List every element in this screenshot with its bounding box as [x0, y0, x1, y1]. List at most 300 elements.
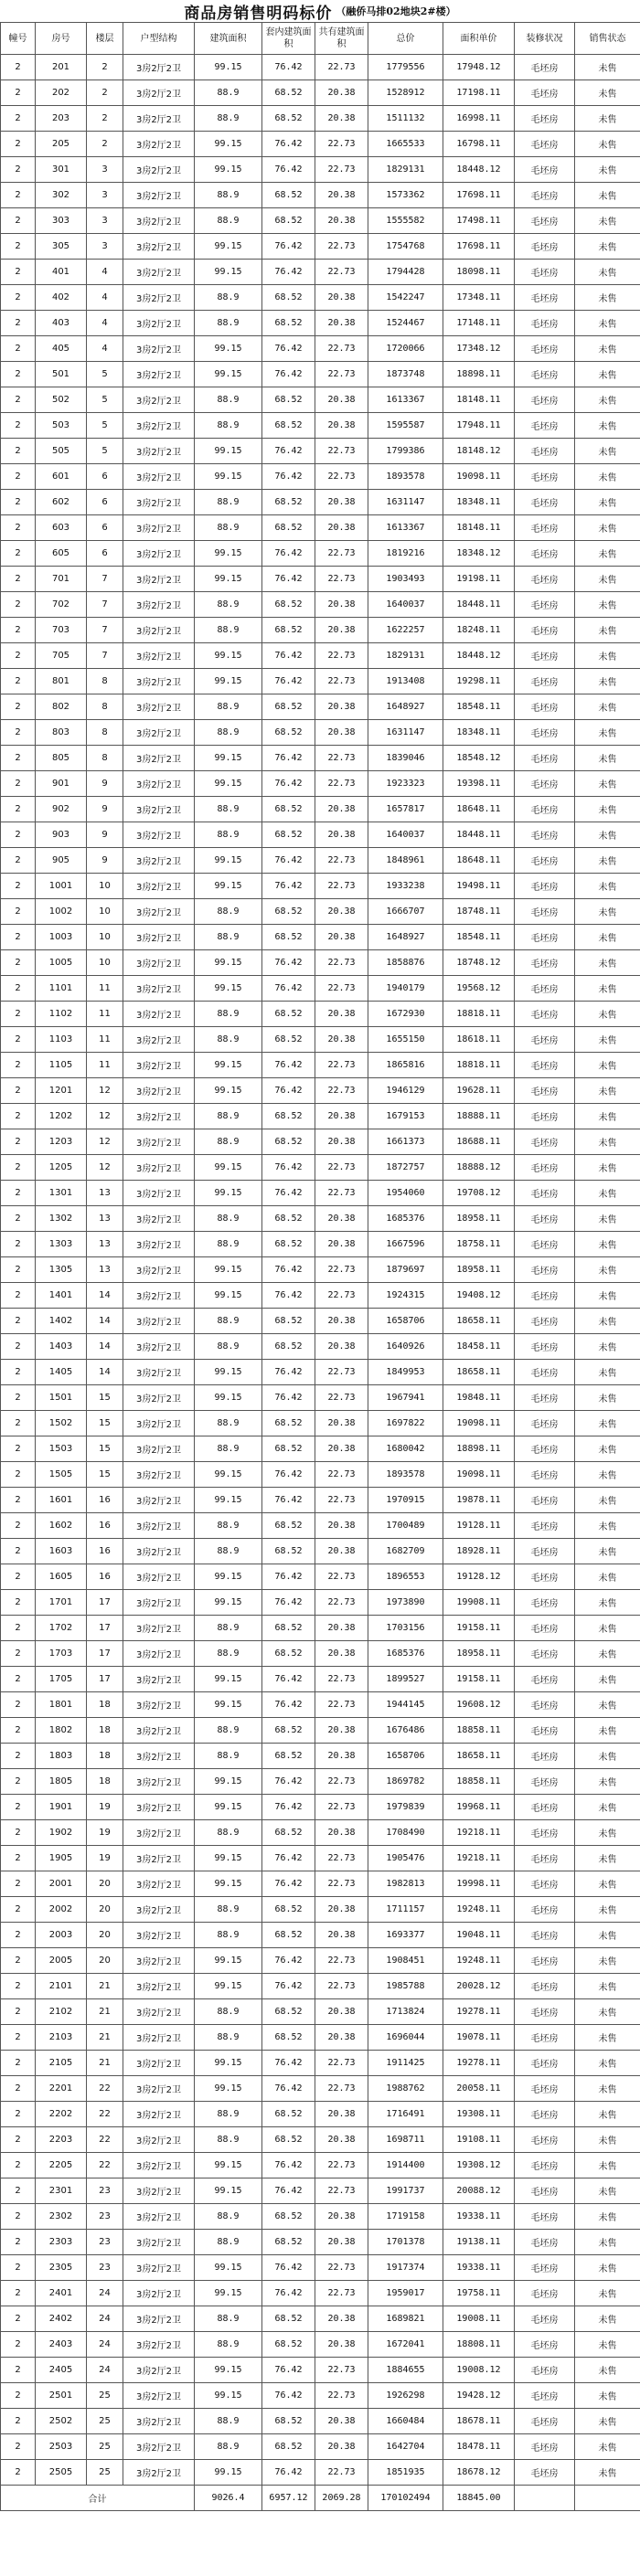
cell-unit-price: 18818.11	[443, 1002, 515, 1027]
cell-inner-area: 76.42	[262, 1385, 315, 1411]
cell-unit-price: 18448.12	[443, 157, 515, 183]
cell-floor: 9	[87, 771, 123, 797]
cell-shared-area: 20.38	[315, 1923, 368, 1948]
cell-shared-area: 22.73	[315, 1795, 368, 1820]
cell-building-area: 99.15	[195, 1769, 262, 1795]
cell-building-area: 99.15	[195, 464, 262, 490]
cell-unit-price: 16998.11	[443, 106, 515, 132]
cell-decoration: 毛坯房	[515, 1897, 575, 1923]
cell-floor: 25	[87, 2383, 123, 2409]
cell-total-price: 1933238	[368, 874, 443, 899]
cell-inner-area: 68.52	[262, 80, 315, 106]
cell-total-price: 1865816	[368, 1053, 443, 1078]
cell-building-area: 88.9	[195, 208, 262, 234]
cell-inner-area: 68.52	[262, 2102, 315, 2127]
cell-total-price: 1700489	[368, 1513, 443, 1539]
cell-decoration: 毛坯房	[515, 567, 575, 592]
cell-total-price: 1613367	[368, 515, 443, 541]
table-row	[1, 899, 640, 925]
cell-shared-area: 22.73	[315, 132, 368, 157]
table-row	[1, 2255, 640, 2281]
cell-total-price: 1703156	[368, 1616, 443, 1641]
cell-unit-price: 17348.12	[443, 336, 515, 362]
cell-building-area: 99.15	[195, 1871, 262, 1897]
cell-room-no: 502	[36, 387, 87, 413]
cell-layout: 3房2厅2卫	[123, 336, 195, 362]
cell-floor: 4	[87, 260, 123, 285]
cell-building-no: 2	[1, 1283, 36, 1309]
cell-decoration: 毛坯房	[515, 1257, 575, 1283]
cell-total-price: 1849953	[368, 1360, 443, 1385]
table-row	[1, 2409, 640, 2434]
cell-shared-area: 22.73	[315, 1155, 368, 1181]
cell-unit-price: 18348.12	[443, 541, 515, 567]
cell-layout: 3房2厅2卫	[123, 1513, 195, 1539]
cell-unit-price: 18648.11	[443, 848, 515, 874]
cell-shared-area: 20.38	[315, 311, 368, 336]
cell-building-no: 2	[1, 1846, 36, 1871]
cell-total-price: 1613367	[368, 387, 443, 413]
cell-inner-area: 76.42	[262, 643, 315, 669]
cell-room-no: 1501	[36, 1385, 87, 1411]
cell-unit-price: 19338.11	[443, 2255, 515, 2281]
cell-sale-status: 未售	[575, 2332, 640, 2358]
cell-total-price: 1917374	[368, 2255, 443, 2281]
cell-layout: 3房2厅2卫	[123, 899, 195, 925]
cell-total-price: 1926298	[368, 2383, 443, 2409]
cell-building-no: 2	[1, 362, 36, 387]
cell-room-no: 702	[36, 592, 87, 618]
cell-floor: 17	[87, 1616, 123, 1641]
cell-decoration: 毛坯房	[515, 822, 575, 848]
cell-decoration: 毛坯房	[515, 1411, 575, 1436]
cell-building-area: 88.9	[195, 2025, 262, 2051]
cell-building-area: 88.9	[195, 2409, 262, 2434]
cell-sale-status: 未售	[575, 2434, 640, 2460]
cell-unit-price: 19218.11	[443, 1846, 515, 1871]
cell-room-no: 1905	[36, 1846, 87, 1871]
cell-shared-area: 22.73	[315, 1283, 368, 1309]
cell-unit-price: 18748.12	[443, 950, 515, 976]
cell-floor: 9	[87, 848, 123, 874]
cell-sale-status: 未售	[575, 1053, 640, 1078]
cell-inner-area: 68.52	[262, 1206, 315, 1232]
cell-decoration: 毛坯房	[515, 2332, 575, 2358]
cell-building-no: 2	[1, 1129, 36, 1155]
cell-layout: 3房2厅2卫	[123, 1129, 195, 1155]
cell-inner-area: 76.42	[262, 541, 315, 567]
cell-total-price: 1631147	[368, 490, 443, 515]
cell-room-no: 1401	[36, 1283, 87, 1309]
cell-sale-status: 未售	[575, 618, 640, 643]
cell-floor: 18	[87, 1718, 123, 1744]
cell-building-area: 88.9	[195, 1027, 262, 1053]
cell-building-no: 2	[1, 1820, 36, 1846]
cell-shared-area: 20.38	[315, 1539, 368, 1564]
cell-decoration: 毛坯房	[515, 1718, 575, 1744]
cell-room-no: 305	[36, 234, 87, 260]
cell-building-area: 88.9	[195, 2127, 262, 2153]
cell-building-no: 2	[1, 1488, 36, 1513]
cell-floor: 5	[87, 387, 123, 413]
cell-layout: 3房2厅2卫	[123, 1181, 195, 1206]
cell-unit-price: 19078.11	[443, 2025, 515, 2051]
cell-inner-area: 76.42	[262, 2178, 315, 2204]
cell-room-no: 1503	[36, 1436, 87, 1462]
cell-sale-status: 未售	[575, 2076, 640, 2102]
cell-decoration: 毛坯房	[515, 592, 575, 618]
cell-inner-area: 76.42	[262, 771, 315, 797]
cell-total-price: 1905476	[368, 1846, 443, 1871]
cell-room-no: 1001	[36, 874, 87, 899]
cell-decoration: 毛坯房	[515, 1539, 575, 1564]
cell-decoration: 毛坯房	[515, 1769, 575, 1795]
cell-layout: 3房2厅2卫	[123, 618, 195, 643]
cell-decoration: 毛坯房	[515, 669, 575, 694]
cell-floor: 21	[87, 1999, 123, 2025]
cell-floor: 14	[87, 1360, 123, 1385]
cell-total-price: 1680042	[368, 1436, 443, 1462]
cell-decoration: 毛坯房	[515, 2204, 575, 2230]
cell-total-price: 1642704	[368, 2434, 443, 2460]
cell-sale-status: 未售	[575, 1232, 640, 1257]
cell-building-no: 2	[1, 2434, 36, 2460]
cell-building-no: 2	[1, 2281, 36, 2306]
cell-shared-area: 20.38	[315, 797, 368, 822]
cell-unit-price: 19048.11	[443, 1923, 515, 1948]
cell-building-no: 2	[1, 1385, 36, 1411]
cell-unit-price: 20028.12	[443, 1974, 515, 1999]
cell-room-no: 1801	[36, 1692, 87, 1718]
cell-building-area: 88.9	[195, 822, 262, 848]
cell-total-price: 1914400	[368, 2153, 443, 2178]
cell-sale-status: 未售	[575, 1513, 640, 1539]
cell-sale-status: 未售	[575, 592, 640, 618]
cell-floor: 8	[87, 746, 123, 771]
cell-room-no: 802	[36, 694, 87, 720]
cell-layout: 3房2厅2卫	[123, 157, 195, 183]
cell-room-no: 2102	[36, 1999, 87, 2025]
table-row	[1, 1744, 640, 1769]
cell-inner-area: 76.42	[262, 1974, 315, 1999]
cell-building-area: 88.9	[195, 925, 262, 950]
table-row	[1, 1385, 640, 1411]
cell-building-no: 2	[1, 1590, 36, 1616]
cell-sale-status: 未售	[575, 2230, 640, 2255]
cell-decoration: 毛坯房	[515, 2358, 575, 2383]
cell-shared-area: 22.73	[315, 464, 368, 490]
cell-floor: 23	[87, 2255, 123, 2281]
cell-shared-area: 22.73	[315, 1053, 368, 1078]
cell-inner-area: 68.52	[262, 2409, 315, 2434]
cell-shared-area: 20.38	[315, 1820, 368, 1846]
table-row	[1, 515, 640, 541]
cell-floor: 18	[87, 1744, 123, 1769]
cell-layout: 3房2厅2卫	[123, 2383, 195, 2409]
cell-building-no: 2	[1, 1232, 36, 1257]
header-decoration: 装修状况	[515, 23, 575, 55]
cell-unit-price: 19158.11	[443, 1616, 515, 1641]
cell-room-no: 1302	[36, 1206, 87, 1232]
table-row	[1, 2102, 640, 2127]
cell-sale-status: 未售	[575, 439, 640, 464]
table-row	[1, 1871, 640, 1897]
cell-sale-status: 未售	[575, 1769, 640, 1795]
cell-unit-price: 19298.11	[443, 669, 515, 694]
table-row	[1, 592, 640, 618]
table-row	[1, 362, 640, 387]
cell-unit-price: 18548.11	[443, 925, 515, 950]
cell-decoration: 毛坯房	[515, 387, 575, 413]
cell-building-no: 2	[1, 1999, 36, 2025]
cell-total-price: 1991737	[368, 2178, 443, 2204]
cell-room-no: 701	[36, 567, 87, 592]
cell-sale-status: 未售	[575, 771, 640, 797]
cell-inner-area: 76.42	[262, 1181, 315, 1206]
cell-floor: 23	[87, 2230, 123, 2255]
cell-sale-status: 未售	[575, 2306, 640, 2332]
cell-decoration: 毛坯房	[515, 260, 575, 285]
cell-inner-area: 76.42	[262, 1078, 315, 1104]
table-row	[1, 2281, 640, 2306]
cell-decoration: 毛坯房	[515, 2409, 575, 2434]
cell-room-no: 803	[36, 720, 87, 746]
cell-layout: 3房2厅2卫	[123, 2281, 195, 2306]
cell-unit-price: 17948.11	[443, 413, 515, 439]
cell-inner-area: 68.52	[262, 2332, 315, 2358]
cell-decoration: 毛坯房	[515, 285, 575, 311]
cell-room-no: 2001	[36, 1871, 87, 1897]
total-row	[1, 2486, 640, 2511]
cell-shared-area: 22.73	[315, 260, 368, 285]
cell-building-area: 99.15	[195, 55, 262, 80]
cell-inner-area: 68.52	[262, 2230, 315, 2255]
header-inner-area: 套内建筑面积	[262, 23, 315, 55]
cell-floor: 24	[87, 2306, 123, 2332]
cell-shared-area: 20.38	[315, 618, 368, 643]
cell-room-no: 2003	[36, 1923, 87, 1948]
cell-layout: 3房2厅2卫	[123, 55, 195, 80]
cell-shared-area: 22.73	[315, 2460, 368, 2486]
cell-room-no: 503	[36, 413, 87, 439]
cell-sale-status: 未售	[575, 1385, 640, 1411]
cell-building-area: 88.9	[195, 285, 262, 311]
cell-decoration: 毛坯房	[515, 413, 575, 439]
cell-decoration: 毛坯房	[515, 771, 575, 797]
cell-shared-area: 22.73	[315, 2051, 368, 2076]
cell-decoration: 毛坯房	[515, 541, 575, 567]
cell-floor: 7	[87, 618, 123, 643]
cell-room-no: 505	[36, 439, 87, 464]
cell-unit-price: 17148.11	[443, 311, 515, 336]
cell-floor: 19	[87, 1846, 123, 1871]
cell-total-price: 1970915	[368, 1488, 443, 1513]
cell-floor: 2	[87, 106, 123, 132]
cell-shared-area: 22.73	[315, 567, 368, 592]
cell-floor: 5	[87, 439, 123, 464]
cell-unit-price: 18648.11	[443, 797, 515, 822]
cell-total-price: 1913408	[368, 669, 443, 694]
cell-building-area: 99.15	[195, 976, 262, 1002]
cell-floor: 12	[87, 1104, 123, 1129]
table-row	[1, 234, 640, 260]
cell-decoration: 毛坯房	[515, 950, 575, 976]
cell-layout: 3房2厅2卫	[123, 822, 195, 848]
table-row	[1, 1206, 640, 1232]
cell-floor: 13	[87, 1181, 123, 1206]
cell-building-no: 2	[1, 80, 36, 106]
cell-building-area: 88.9	[195, 1129, 262, 1155]
cell-room-no: 901	[36, 771, 87, 797]
cell-decoration: 毛坯房	[515, 515, 575, 541]
cell-unit-price: 18658.11	[443, 1744, 515, 1769]
cell-sale-status: 未售	[575, 925, 640, 950]
cell-inner-area: 76.42	[262, 1590, 315, 1616]
cell-shared-area: 20.38	[315, 1411, 368, 1436]
cell-unit-price: 18898.11	[443, 1436, 515, 1462]
cell-decoration: 毛坯房	[515, 848, 575, 874]
cell-sale-status: 未售	[575, 490, 640, 515]
cell-floor: 7	[87, 592, 123, 618]
cell-shared-area: 22.73	[315, 1462, 368, 1488]
cell-layout: 3房2厅2卫	[123, 208, 195, 234]
cell-building-area: 99.15	[195, 2153, 262, 2178]
cell-decoration: 毛坯房	[515, 1590, 575, 1616]
cell-shared-area: 20.38	[315, 413, 368, 439]
table-row	[1, 771, 640, 797]
cell-inner-area: 76.42	[262, 336, 315, 362]
cell-building-no: 2	[1, 2383, 36, 2409]
cell-total-price: 1839046	[368, 746, 443, 771]
cell-unit-price: 18748.11	[443, 899, 515, 925]
cell-layout: 3房2厅2卫	[123, 720, 195, 746]
cell-building-no: 2	[1, 285, 36, 311]
cell-unit-price: 18548.11	[443, 694, 515, 720]
cell-unit-price: 19968.11	[443, 1795, 515, 1820]
cell-sale-status: 未售	[575, 1436, 640, 1462]
cell-unit-price: 18898.11	[443, 362, 515, 387]
cell-sale-status: 未售	[575, 541, 640, 567]
cell-total-price: 1697822	[368, 1411, 443, 1436]
cell-building-area: 88.9	[195, 1616, 262, 1641]
cell-shared-area: 20.38	[315, 899, 368, 925]
cell-floor: 14	[87, 1309, 123, 1334]
cell-floor: 20	[87, 1871, 123, 1897]
cell-inner-area: 76.42	[262, 2358, 315, 2383]
cell-layout: 3房2厅2卫	[123, 2025, 195, 2051]
cell-layout: 3房2厅2卫	[123, 1616, 195, 1641]
cell-layout: 3房2厅2卫	[123, 771, 195, 797]
cell-sale-status: 未售	[575, 1411, 640, 1436]
cell-unit-price: 19398.11	[443, 771, 515, 797]
cell-layout: 3房2厅2卫	[123, 1769, 195, 1795]
cell-layout: 3房2厅2卫	[123, 669, 195, 694]
cell-building-no: 2	[1, 55, 36, 80]
cell-total-price: 1794428	[368, 260, 443, 285]
cell-building-no: 2	[1, 1948, 36, 1974]
cell-room-no: 1701	[36, 1590, 87, 1616]
table-row	[1, 208, 640, 234]
cell-shared-area: 20.38	[315, 720, 368, 746]
cell-sale-status: 未售	[575, 234, 640, 260]
cell-shared-area: 20.38	[315, 2230, 368, 2255]
cell-shared-area: 22.73	[315, 2153, 368, 2178]
cell-room-no: 401	[36, 260, 87, 285]
table-row	[1, 311, 640, 336]
cell-floor: 10	[87, 925, 123, 950]
cell-layout: 3房2厅2卫	[123, 464, 195, 490]
cell-inner-area: 68.52	[262, 797, 315, 822]
cell-layout: 3房2厅2卫	[123, 1897, 195, 1923]
cell-room-no: 1805	[36, 1769, 87, 1795]
cell-building-area: 88.9	[195, 1334, 262, 1360]
table-row	[1, 439, 640, 464]
cell-total-price: 1665533	[368, 132, 443, 157]
cell-unit-price: 18148.11	[443, 515, 515, 541]
cell-decoration: 毛坯房	[515, 1206, 575, 1232]
cell-total-price: 1959017	[368, 2281, 443, 2306]
cell-building-no: 2	[1, 822, 36, 848]
cell-total-price: 1858876	[368, 950, 443, 976]
cell-layout: 3房2厅2卫	[123, 1692, 195, 1718]
cell-building-no: 2	[1, 1360, 36, 1385]
cell-building-no: 2	[1, 2051, 36, 2076]
cell-total-price: 1872757	[368, 1155, 443, 1181]
cell-sale-status: 未售	[575, 2383, 640, 2409]
cell-layout: 3房2厅2卫	[123, 2051, 195, 2076]
cell-shared-area: 20.38	[315, 387, 368, 413]
cell-room-no: 703	[36, 618, 87, 643]
cell-decoration: 毛坯房	[515, 1488, 575, 1513]
cell-building-no: 2	[1, 1923, 36, 1948]
cell-inner-area: 68.52	[262, 592, 315, 618]
cell-shared-area: 20.38	[315, 1513, 368, 1539]
cell-decoration: 毛坯房	[515, 1641, 575, 1667]
cell-inner-area: 76.42	[262, 439, 315, 464]
table-row	[1, 55, 640, 80]
cell-unit-price: 18758.11	[443, 1232, 515, 1257]
table-row	[1, 1820, 640, 1846]
cell-inner-area: 76.42	[262, 1564, 315, 1590]
cell-floor: 22	[87, 2127, 123, 2153]
cell-decoration: 毛坯房	[515, 1436, 575, 1462]
cell-unit-price: 19338.11	[443, 2204, 515, 2230]
cell-building-area: 99.15	[195, 771, 262, 797]
cell-total-price: 1698711	[368, 2127, 443, 2153]
cell-total-price: 1967941	[368, 1385, 443, 1411]
cell-unit-price: 19248.11	[443, 1897, 515, 1923]
cell-layout: 3房2厅2卫	[123, 2153, 195, 2178]
cell-layout: 3房2厅2卫	[123, 1744, 195, 1769]
cell-floor: 7	[87, 643, 123, 669]
cell-inner-area: 76.42	[262, 1692, 315, 1718]
cell-decoration: 毛坯房	[515, 2102, 575, 2127]
table-row	[1, 1795, 640, 1820]
cell-shared-area: 22.73	[315, 1692, 368, 1718]
cell-shared-area: 22.73	[315, 1769, 368, 1795]
cell-shared-area: 22.73	[315, 1948, 368, 1974]
cell-unit-price: 19278.11	[443, 1999, 515, 2025]
cell-decoration: 毛坯房	[515, 1564, 575, 1590]
cell-building-no: 2	[1, 976, 36, 1002]
table-row	[1, 694, 640, 720]
cell-layout: 3房2厅2卫	[123, 1155, 195, 1181]
cell-total-price: 1911425	[368, 2051, 443, 2076]
cell-sale-status: 未售	[575, 1027, 640, 1053]
cell-decoration: 毛坯房	[515, 55, 575, 80]
cell-inner-area: 76.42	[262, 55, 315, 80]
cell-room-no: 2502	[36, 2409, 87, 2434]
